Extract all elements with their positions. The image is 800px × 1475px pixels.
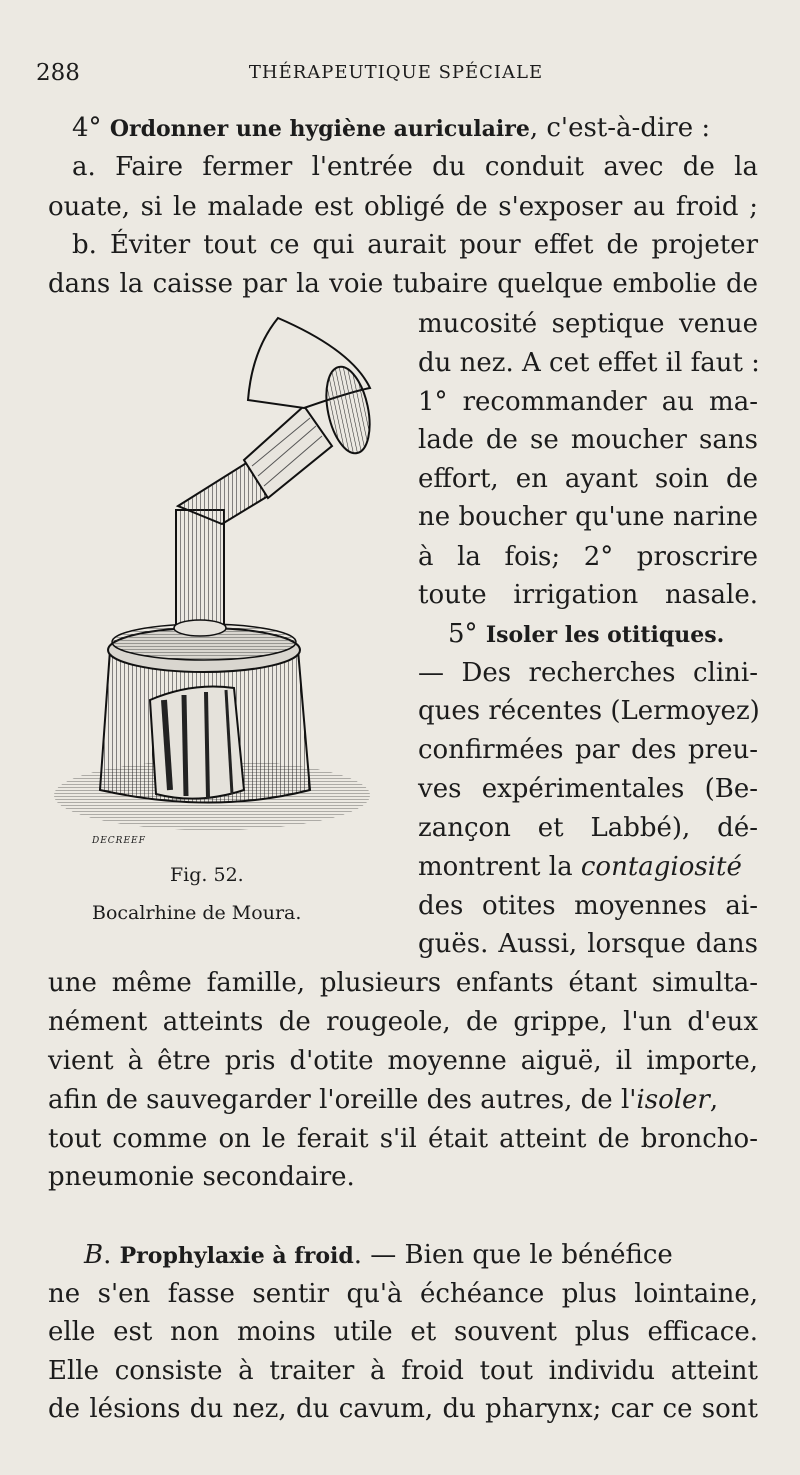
text-line: 1° recommander au ma-: [418, 387, 758, 417]
text-line: B. Prophylaxie à froid. — Bien que le bénéfice: [84, 1240, 673, 1270]
text-line: pneumonie secondaire.: [48, 1162, 355, 1192]
text-line: mucosité septique venue: [418, 309, 758, 339]
text-line: zançon et Labbé), dé-: [418, 813, 758, 843]
text-line: confirmées par des preu-: [418, 735, 758, 765]
figure-bocalrhine: [52, 310, 382, 850]
text-line: de lésions du nez, du cavum, du pharynx; car ce sont: [48, 1394, 758, 1424]
text-line: vient à être pris d'otite moyenne aiguë, il importe,: [48, 1046, 758, 1076]
text-line: du nez. A cet effet il faut :: [418, 348, 760, 378]
text-line: b. Éviter tout ce qui aurait pour effet de projeter: [72, 230, 758, 260]
section-heading: Isoler les otitiques.: [485, 622, 725, 648]
figure-label: Fig. 52.: [170, 864, 244, 886]
text-line: Elle consiste à traiter à froid tout individu atteint: [48, 1356, 758, 1386]
text-line: elle est non moins utile et souvent plus efficace.: [48, 1317, 758, 1347]
text-line: 4° Ordonner une hygiène auriculaire, c'est-à-dire :: [72, 113, 711, 143]
text-line: ne s'en fasse sentir qu'à échéance plus lointaine,: [48, 1279, 758, 1309]
running-title: THÉRAPEUTIQUE SPÉCIALE: [248, 62, 544, 83]
text-line: afin de sauvegarder l'oreille des autres, de l'isoler,: [48, 1085, 719, 1115]
text-line: des otites moyennes ai-: [418, 891, 758, 921]
text-line: ne boucher qu'une narine: [418, 502, 758, 532]
text-line: à la fois; 2° proscrire: [418, 542, 758, 572]
text-line: a. Faire fermer l'entrée du conduit avec de la: [72, 152, 758, 182]
bocalrhine-illustration: [52, 310, 382, 850]
text-line: ves expérimentales (Be-: [418, 774, 758, 804]
text-line: lade de se moucher sans: [418, 425, 758, 455]
text-line: dans la caisse par la voie tubaire quelque embolie de: [48, 269, 758, 299]
text-line: nément atteints de rougeole, de grippe, l'un d'eux: [48, 1007, 758, 1037]
page-number: 288: [36, 60, 80, 86]
text-line: — Des recherches clini-: [418, 658, 758, 688]
section-heading: Ordonner une hygiène auriculaire: [109, 116, 530, 142]
text-line: une même famille, plusieurs enfants étant simulta-: [48, 968, 758, 998]
text-line: 5° Isoler les otitiques.: [448, 619, 725, 649]
text-line: ouate, si le malade est obligé de s'exposer au froid ;: [48, 192, 758, 222]
section-heading: Prophylaxie à froid: [119, 1243, 354, 1269]
text-line: toute irrigation nasale.: [418, 580, 758, 610]
text-line: montrent la contagiosité: [418, 852, 742, 882]
text-line: tout comme on le ferait s'il était atteint de broncho-: [48, 1124, 758, 1154]
text-line: effort, en ayant soin de: [418, 464, 758, 494]
engraver-signature: DECREEF: [92, 836, 146, 846]
text-line: guës. Aussi, lorsque dans: [418, 929, 758, 959]
page-header: [36, 60, 756, 90]
text-line: ques récentes (Lermoyez): [418, 696, 760, 726]
figure-caption: Bocalrhine de Moura.: [92, 902, 302, 924]
